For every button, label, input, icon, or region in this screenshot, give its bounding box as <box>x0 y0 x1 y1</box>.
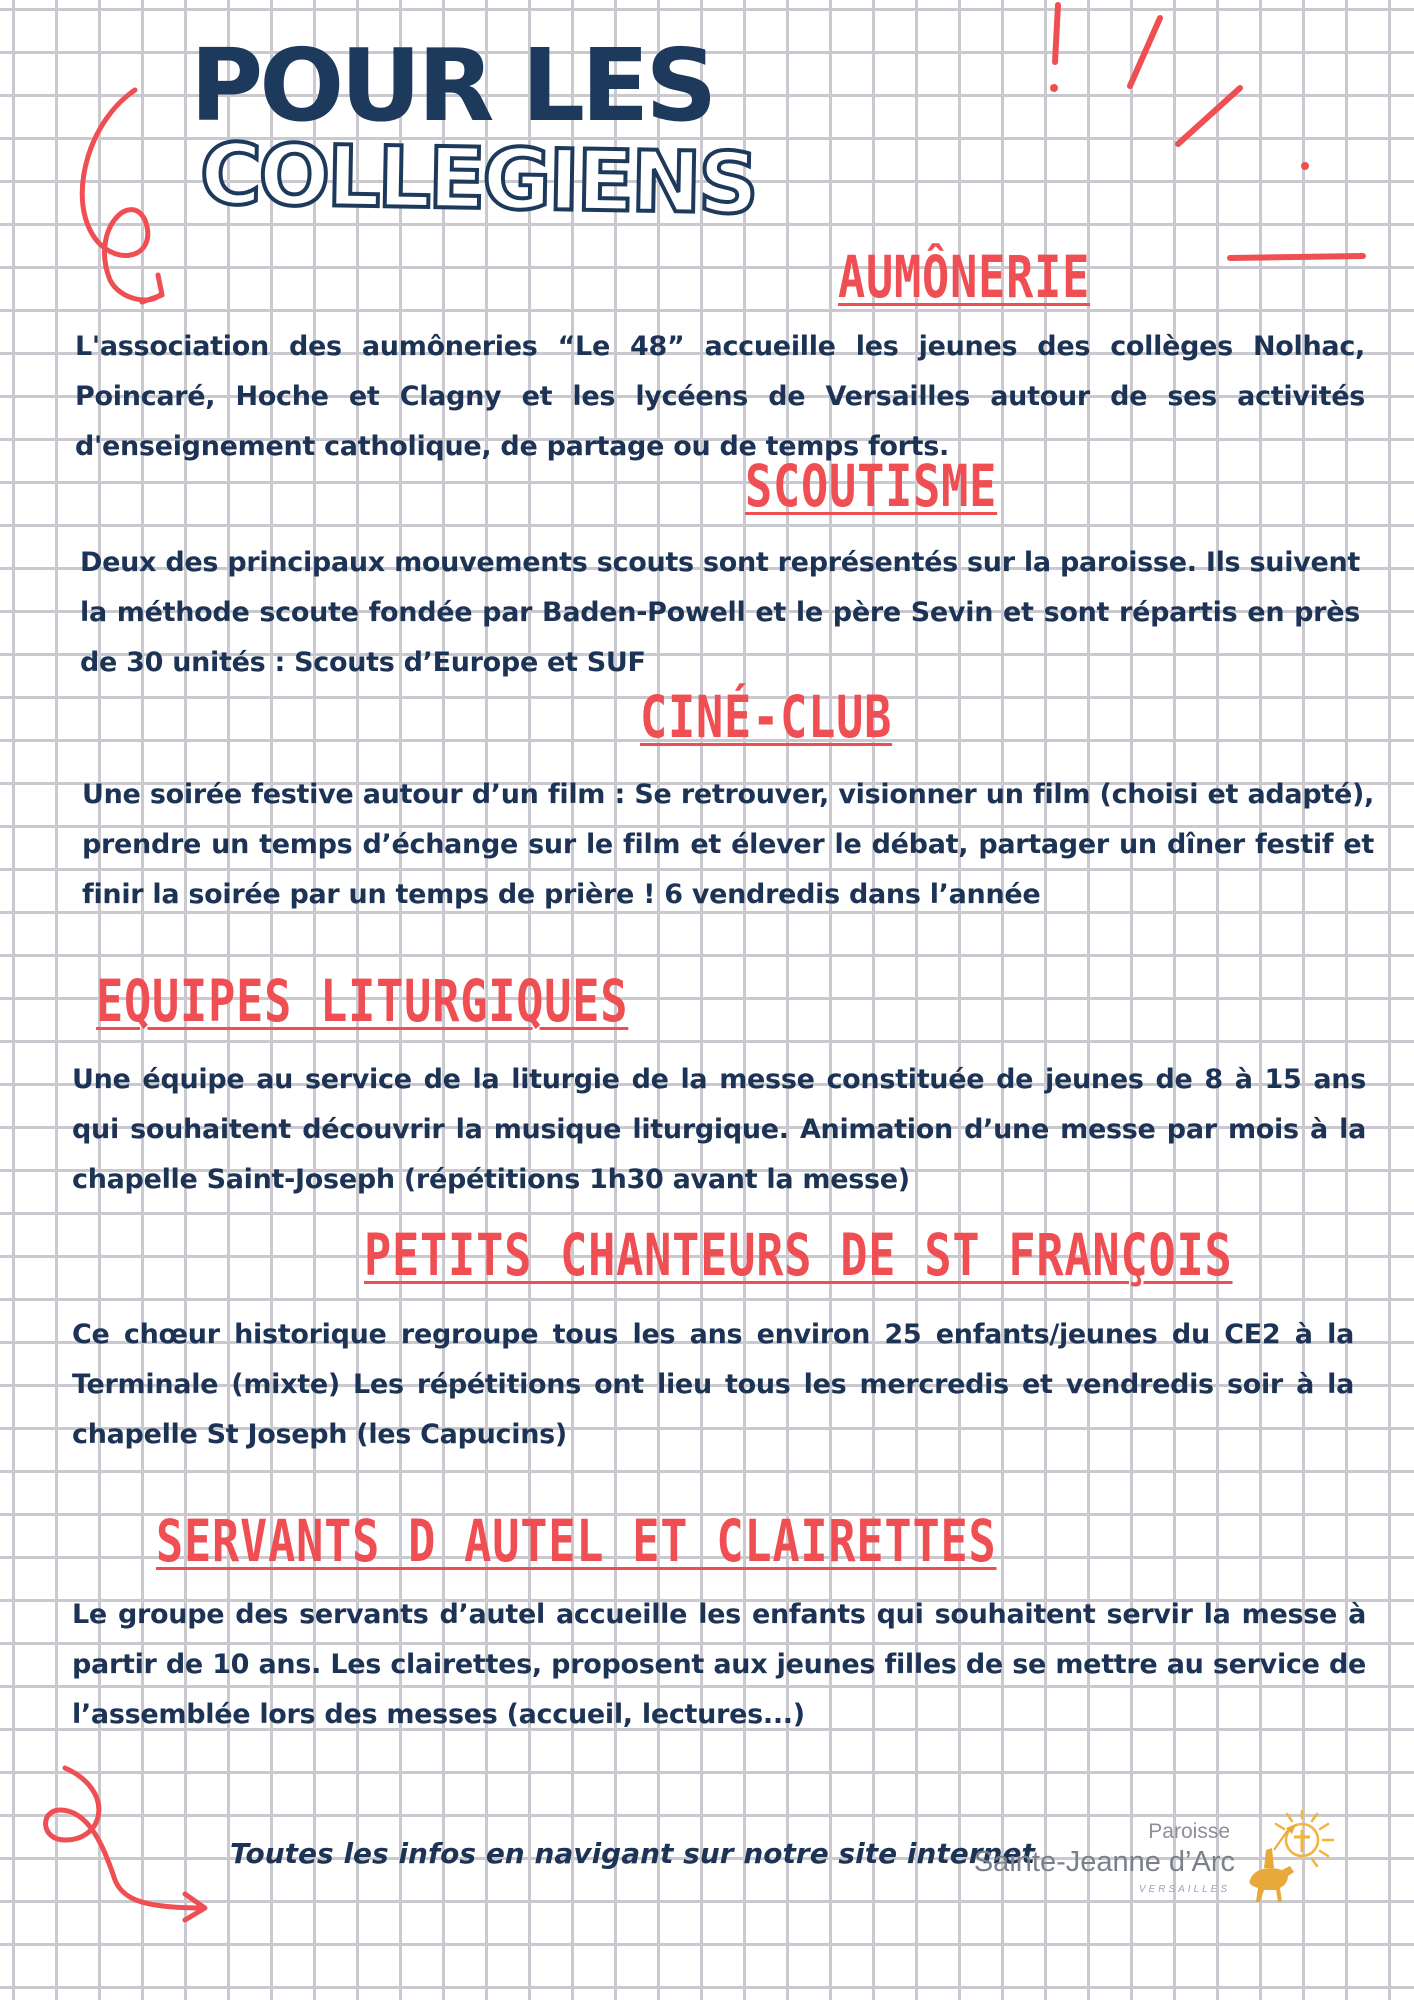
section-heading-scoutisme: SCOUTISME <box>745 452 998 520</box>
logo-parish-name: Sainte-Jeanne d’Arc <box>973 1846 1235 1878</box>
page-title-line2: COLLEGIENS <box>199 125 757 233</box>
curly-arrow-top-left-icon <box>50 80 180 310</box>
section-text-scoutisme: Deux des principaux mouvements scouts sont représentés sur la paroisse. Ils suivent la méthode scoute fondée par Baden-Powell et le père Sevin et sont répartis en près de 30 unités : Scouts d’Europe et SUF <box>80 547 1360 678</box>
jeanne-d-arc-logo-mark-icon <box>1230 1810 1340 1910</box>
exclamation-burst-icon <box>1030 0 1390 280</box>
section-heading-equipes-liturgiques: EQUIPES LITURGIQUES <box>96 967 629 1035</box>
parish-logo <box>973 1810 1360 1910</box>
section-heading-cine-club: CINÉ-CLUB <box>640 683 893 751</box>
section-text-cine-club: Une soirée festive autour d’un film : Se retrouver, visionner un film (choisi et adapté), prendre un temps d’échange sur le film et élever le débat, partager un dîner festif et finir la soirée par un temps de prière ! 6 vendredis dans l’année <box>82 779 1374 910</box>
curly-arrow-bottom-left-icon <box>35 1760 215 1920</box>
footer-website-info: Toutes les infos en navigant sur notre site internet <box>230 1837 1035 1870</box>
section-text-equipes-liturgiques: Une équipe au service de la liturgie de la messe constituée de jeunes de 8 à 15 ans qui souhaitent découvrir la musique liturgique. Animation d’une messe par mois à la chapelle Saint-Joseph (répétitions 1h30 avant la messe) <box>72 1064 1366 1195</box>
section-text-servants-autel: Le groupe des servants d’autel accueille les enfants qui souhaitent servir la messe à partir de 10 ans. Les clairettes, proposent aux jeunes filles de se mettre au service de l’assemblée lors des messes (accueil, lectures...) <box>72 1599 1366 1730</box>
page-title-line1: POUR LES <box>190 27 714 144</box>
logo-city: VERSAILLES <box>1138 1884 1230 1895</box>
section-heading-petits-chanteurs: PETITS CHANTEURS DE ST FRANÇOIS <box>364 1221 1233 1289</box>
section-text-petits-chanteurs: Ce chœur historique regroupe tous les ans environ 25 enfants/jeunes du CE2 à la Terminale (mixte) Les répétitions ont lieu tous les mercredis et vendredis soir à la chapelle St Joseph (les Capucins) <box>72 1319 1354 1450</box>
section-text-aumonerie: L'association des aumôneries “Le 48” accueille les jeunes des collèges Nolhac, Poincaré, Hoche et Clagny et les lycéens de Versailles autour de ses activités d'enseignement catholique, de partage ou de temps forts. <box>75 331 1365 462</box>
section-heading-servants-autel: SERVANTS D AUTEL ET CLAIRETTES <box>156 1507 997 1575</box>
logo-paroisse-label: Paroisse <box>1148 1820 1230 1843</box>
section-heading-aumonerie: AUMÔNERIE <box>838 243 1091 311</box>
